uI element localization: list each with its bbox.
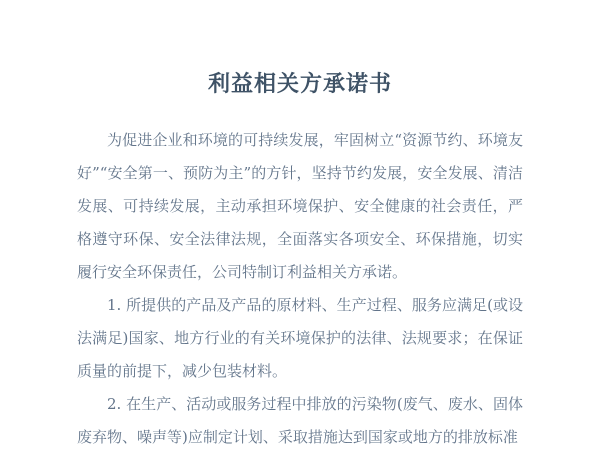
paragraph-item-2: 2. 在生产、活动或服务过程中排放的污染物(废气、废水、固体废弃物、噪声等)应制定计划、采取措施达到国家或地方的排放标准 [77,395,523,446]
paragraph-item-1: 1. 所提供的产品及产品的原材料、生产过程、服务应满足(或设法满足)国家、地方行业的有关环境保护的法律、法规要求；在保证质量的前提下，减少包装材料。 [77,296,523,380]
document-body [77,124,523,450]
paragraph-intro: 为促进企业和环境的可持续发展，牢固树立“资源节约、环境友好”“安全第一、预防为主”的方针，坚持节约发展，安全发展、清洁发展、可持续发展，主动承担环境保护、安全健康的社会责任，严格遵守环保、安全法律法规，全面落实各项安全、环保措施，切实履行安全环保责任，公司特制订利益相关方承诺。 [77,131,523,281]
page-title: 利益相关方承诺书 [207,72,392,97]
